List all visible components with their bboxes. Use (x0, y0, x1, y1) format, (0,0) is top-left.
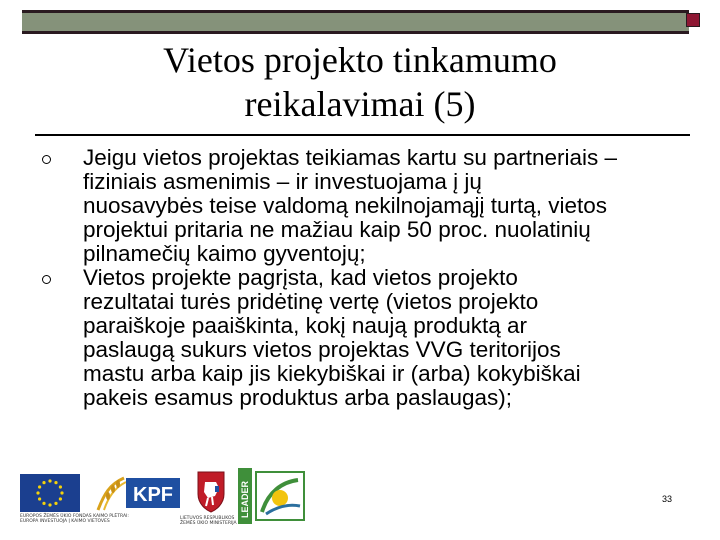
title-line: reikalavimai (5) (244, 84, 476, 124)
title-divider (35, 134, 690, 136)
ministry-caption (180, 516, 237, 526)
bullet-line: Jeigu vietos projektas teikiamas kartu su partneriais – (83, 145, 618, 170)
bullet-list (40, 146, 690, 410)
bullet-line: Vietos projekte pagrįsta, kad vietos projekto (83, 265, 518, 290)
ministry-coat-of-arms-logo (188, 468, 234, 516)
caption-line: EUROPA INVESTUOJA Į KAIMO VIETOVES (20, 519, 110, 524)
eu-caption (20, 514, 129, 524)
eu-flag-logo (20, 474, 80, 512)
slide-title (60, 38, 660, 126)
bullet-item-1 (40, 146, 690, 266)
caption-line: EUROPOS ŽEMĖS ŪKIO FONDAS KAIMO PLĖTRAI: (20, 514, 129, 519)
bullet-line: mastu arba kaip jis kiekybiškai ir (arba) kokybiškai (83, 361, 581, 386)
bullet-line: rezultatai turės pridėtinę vertę (vietos projekto (83, 289, 539, 314)
footer-logo-strip (20, 468, 320, 524)
hollow-circle-bullet-icon (42, 155, 51, 164)
bullet-line: pakeis esamus produktus arba paslaugas); (83, 385, 512, 410)
caption-line: ŽEMĖS ŪKIO MINISTERIJA (180, 521, 237, 526)
kpf-text: KPF (133, 484, 173, 506)
leader-text: LEADER (240, 480, 250, 518)
leader-logo (238, 468, 308, 524)
bullet-line: pilnamečių kaimo gyventojų; (83, 241, 366, 266)
caption-line: LIETUVOS RESPUBLIKOS (180, 516, 235, 521)
page-number: 33 (662, 494, 673, 504)
bullet-item-2 (40, 266, 690, 410)
corner-accent-square (686, 13, 700, 27)
bullet-line: paslaugą sukurs vietos projektas VVG teritorijos (83, 337, 561, 362)
top-decorative-bar (22, 10, 689, 34)
bullet-line: nuosavybės teise valdomą nekilnojamąjį turtą, vietos (83, 193, 608, 218)
bullet-line: fiziniais asmenimis – ir investuojama į jų (83, 169, 482, 194)
bullet-line: paraiškoje paaiškinta, kokį naują produktą ar (83, 313, 528, 338)
bullet-line: projektui pritaria ne mažiau kaip 50 proc. nuolatinių (83, 217, 591, 242)
title-line: Vietos projekto tinkamumo (163, 40, 557, 80)
kpf-logo (94, 474, 182, 512)
hollow-circle-bullet-icon (42, 275, 51, 284)
